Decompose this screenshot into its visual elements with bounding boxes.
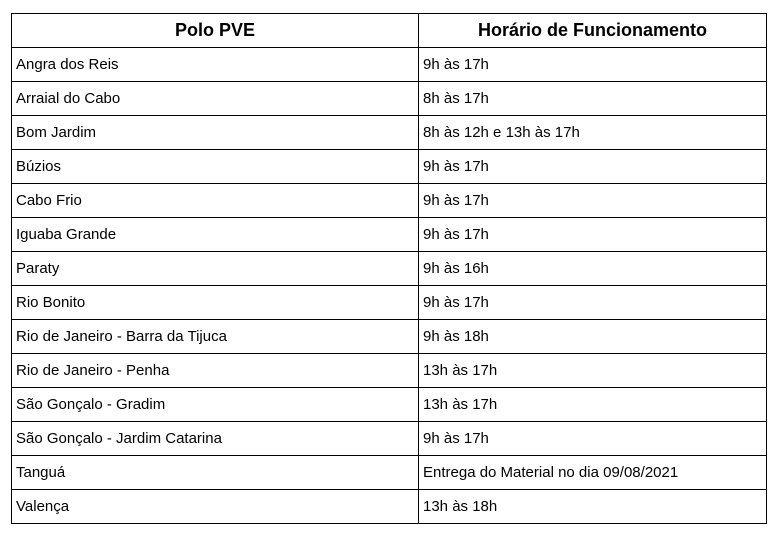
table-row <box>12 218 767 252</box>
table-row <box>12 388 767 422</box>
polo-cell: Angra dos Reis <box>12 48 419 82</box>
horario-cell: 9h às 16h <box>419 252 767 286</box>
header-horario-funcionamento: Horário de Funcionamento <box>419 14 767 48</box>
polo-cell: São Gonçalo - Gradim <box>12 388 419 422</box>
polo-cell: Tanguá <box>12 456 419 490</box>
table-row <box>12 490 767 524</box>
header-polo-pve: Polo PVE <box>12 14 419 48</box>
horario-cell: 9h às 17h <box>419 184 767 218</box>
polo-cell: Rio de Janeiro - Barra da Tijuca <box>12 320 419 354</box>
horario-cell: 13h às 17h <box>419 388 767 422</box>
horario-cell: 9h às 17h <box>419 48 767 82</box>
horario-cell: 9h às 17h <box>419 286 767 320</box>
table-body <box>12 48 767 524</box>
schedule-table <box>11 13 767 524</box>
horario-cell: 13h às 17h <box>419 354 767 388</box>
table-row <box>12 422 767 456</box>
table-row <box>12 48 767 82</box>
polo-cell: São Gonçalo - Jardim Catarina <box>12 422 419 456</box>
table-header <box>12 14 767 48</box>
horario-cell: 8h às 17h <box>419 82 767 116</box>
polo-cell: Cabo Frio <box>12 184 419 218</box>
table-row <box>12 354 767 388</box>
polo-cell: Bom Jardim <box>12 116 419 150</box>
polo-cell: Paraty <box>12 252 419 286</box>
polo-cell: Valença <box>12 490 419 524</box>
horario-cell: 9h às 17h <box>419 218 767 252</box>
polo-cell: Rio Bonito <box>12 286 419 320</box>
table-row <box>12 320 767 354</box>
table-row <box>12 150 767 184</box>
horario-cell: 9h às 18h <box>419 320 767 354</box>
horario-cell: 13h às 18h <box>419 490 767 524</box>
table-row <box>12 82 767 116</box>
horario-cell: 9h às 17h <box>419 150 767 184</box>
horario-cell: Entrega do Material no dia 09/08/2021 <box>419 456 767 490</box>
polo-cell: Búzios <box>12 150 419 184</box>
polo-cell: Iguaba Grande <box>12 218 419 252</box>
table-row <box>12 116 767 150</box>
polo-cell: Arraial do Cabo <box>12 82 419 116</box>
table-row <box>12 286 767 320</box>
polo-cell: Rio de Janeiro - Penha <box>12 354 419 388</box>
header-row <box>12 14 767 48</box>
table-row <box>12 184 767 218</box>
horario-cell: 9h às 17h <box>419 422 767 456</box>
horario-cell: 8h às 12h e 13h às 17h <box>419 116 767 150</box>
table-row <box>12 456 767 490</box>
table-row <box>12 252 767 286</box>
